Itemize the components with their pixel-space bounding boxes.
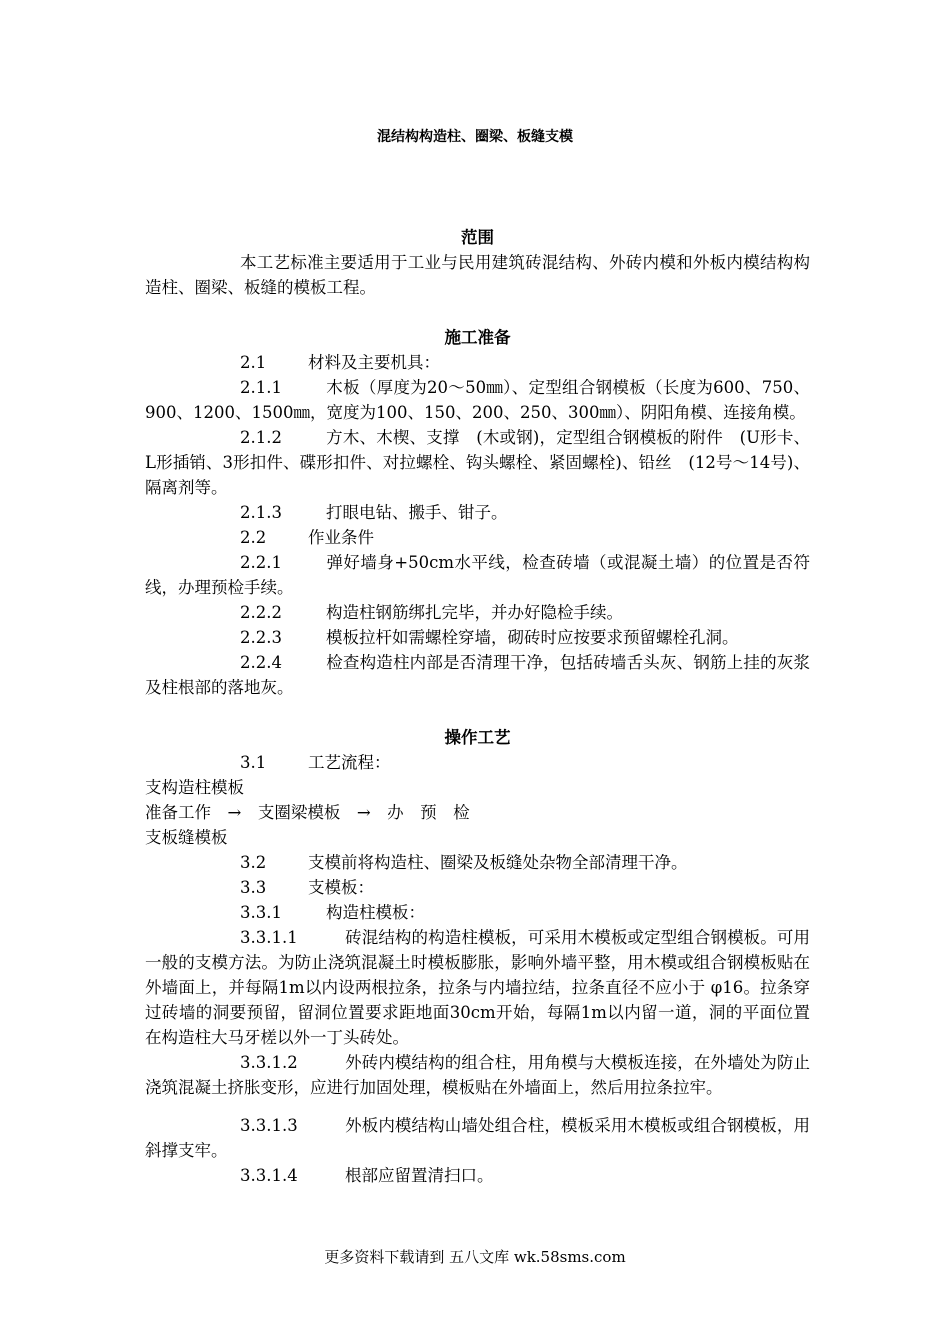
prep-item-2-1-3: 2.1.3 打眼电钻、搬手、钳子。 <box>240 503 508 522</box>
flow-line-middle: 准备工作 → 支圈梁模板 → 办 预 检 <box>145 803 470 822</box>
prep-item-2-1-2: 2.1.2 方木、木楔、支撑 (木或钢)，定型组合钢模板的附件 (U形卡、L形插销、3形扣件、碟形扣件、对拉螺栓、钩头螺栓、紧固螺栓)、铅丝 (12号～14号)、隔离剂等。 <box>145 428 810 497</box>
section-heading-scope: 范围 <box>461 228 494 247</box>
document-title: 混结构构造柱、圈梁、板缝支模 <box>377 129 573 145</box>
ops-item-3-3-1-3: 3.3.1.3 外板内模结构山墙处组合柱，模板采用木模板或组合钢模板，用斜撑支牢。 <box>145 1116 810 1160</box>
ops-flow-title: 3.1 工艺流程： <box>240 753 391 772</box>
prep-item-2-2: 2.2 作业条件 <box>240 528 374 547</box>
prep-item-2-1-1: 2.1.1 木板（厚度为20～50㎜）、定型组合钢模板（长度为600、750、900、1200、1500㎜，宽度为100、150、200、250、300㎜）、阴阳角模、连接角模。 <box>145 378 810 422</box>
document-body <box>145 225 810 1188</box>
scope-paragraph: 本工艺标准主要适用于工业与民用建筑砖混结构、外砖内模和外板内模结构构造柱、圈梁、板缝的模板工程。 <box>145 253 810 297</box>
prep-item-2-2-4: 2.2.4 检查构造柱内部是否清理干净，包括砖墙舌头灰、钢筋上挂的灰浆及柱根部的落地灰。 <box>145 653 810 697</box>
prep-item-2-2-2: 2.2.2 构造柱钢筋绑扎完毕，并办好隐检手续。 <box>240 603 623 622</box>
ops-item-3-3-1-4: 3.3.1.4 根部应留置清扫口。 <box>240 1166 494 1185</box>
ops-item-3-2: 3.2 支模前将构造柱、圈梁及板缝处杂物全部清理干净。 <box>240 853 688 872</box>
ops-item-3-3: 3.3 支模板： <box>240 878 374 897</box>
prep-item-2-2-1: 2.2.1 弹好墙身+50cm水平线，检查砖墙（或混凝土墙）的位置是否符线，办理预检手续。 <box>145 553 810 597</box>
prep-item-2-1: 2.1 材料及主要机具： <box>240 353 440 372</box>
ops-item-3-3-1-1: 3.3.1.1 砖混结构的构造柱模板，可采用木模板或定型组合钢模板。可用一般的支模方法。为防止浇筑混凝土时模板膨胀，影响外墙平整，用木模或组合钢模板贴在外墙面上，并每隔1m以内设两根拉条，拉条与内墙拉结，拉条直径不应小于 φ16。拉条穿过砖墙的洞要预留，留洞位置要求距地面30cm开始，每隔1m以内留一道，洞的平面位置在构造柱大马牙槎以外一丁头砖处。 <box>145 928 810 1047</box>
flow-line-top: 支构造柱模板 <box>145 778 244 797</box>
section-heading-prep: 施工准备 <box>444 328 511 347</box>
footer-download-link[interactable]: 更多资料下载请到 五八文库 wk.58sms.com <box>324 1248 626 1266</box>
ops-item-3-3-1-2: 3.3.1.2 外砖内模结构的组合柱，用角模与大模板连接，在外墙处为防止浇筑混凝土挤胀变形，应进行加固处理，模板贴在外墙面上，然后用拉条拉牢。 <box>145 1053 810 1097</box>
prep-item-2-2-3: 2.2.3 模板拉杆如需螺栓穿墙，砌砖时应按要求预留螺栓孔洞。 <box>240 628 739 647</box>
flow-line-bottom: 支板缝模板 <box>145 828 228 847</box>
ops-item-3-3-1: 3.3.1 构造柱模板： <box>240 903 425 922</box>
section-heading-ops: 操作工艺 <box>444 728 511 747</box>
